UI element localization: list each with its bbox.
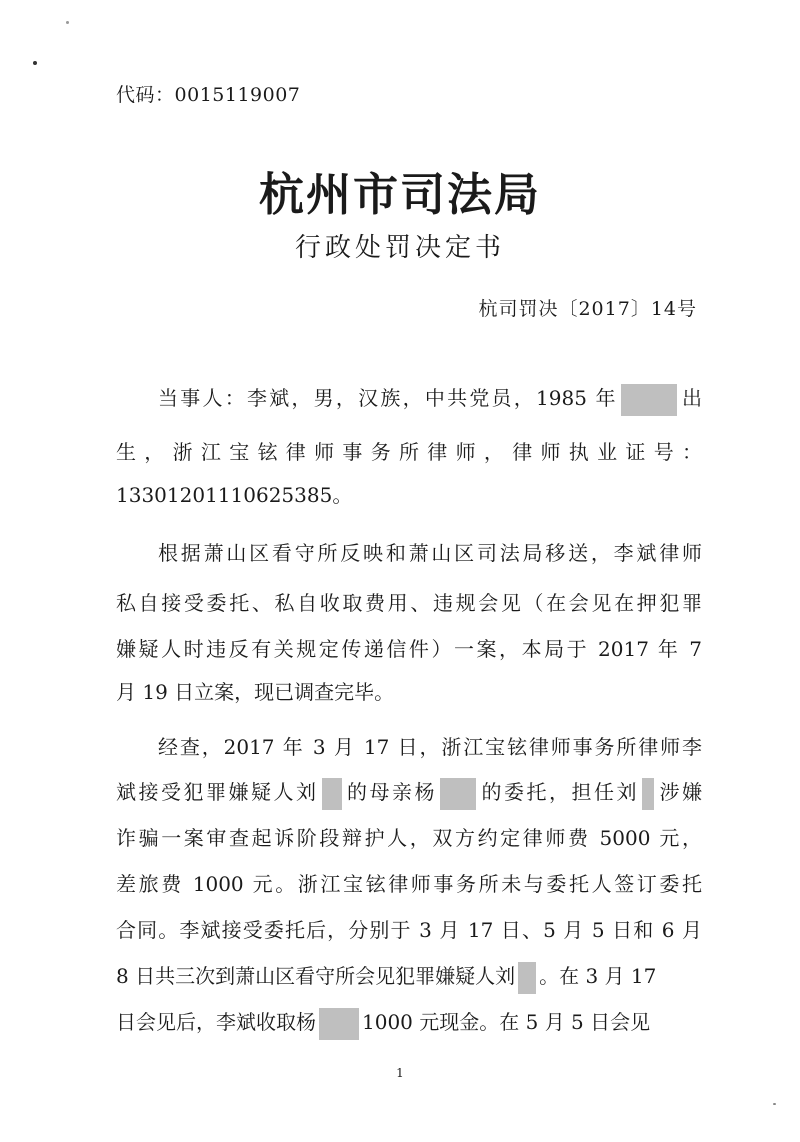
agency-name: 杭州市司法局 — [258, 168, 541, 221]
findings-line-6: 8 日共三次到萧山区看守所会见犯罪嫌疑人刘 。在 3 月 17 — [116, 961, 702, 991]
findings-line-7: 日会见后，李斌收取杨 1000 元现金。在 5 月 5 日会见 — [116, 1007, 702, 1037]
code-value: 0015119007 — [174, 84, 301, 106]
redacted-block — [621, 384, 677, 416]
code-label: 代码： — [116, 84, 175, 106]
findings-line-3: 诈骗一案审查起诉阶段辩护人，双方约定律师费 5000 元， — [116, 826, 702, 850]
redacted-block — [642, 778, 654, 810]
case-source-line-3: 嫌疑人时违反有关规定传递信件）一案，本局于 2017 年 7 — [116, 637, 702, 661]
scan-speck — [33, 61, 37, 65]
findings-line-1: 经查，2017 年 3 月 17 日，浙江宝铉律师事务所律师李 — [158, 735, 702, 759]
redacted-block — [440, 778, 476, 810]
document-type: 行政处罚决定书 — [294, 233, 505, 263]
party-line-2: 生，浙江宝铉律师事务所律师，律师执业证号： — [116, 440, 702, 464]
redacted-block — [518, 962, 536, 994]
findings-line-5: 合同。李斌接受委托后，分别于 3 月 17 日、5 月 5 日和 6 月 — [116, 918, 702, 942]
case-source-line-1: 根据萧山区看守所反映和萧山区司法局移送，李斌律师 — [158, 541, 702, 565]
findings-line-4: 差旅费 1000 元。浙江宝铉律师事务所未与委托人签订委托 — [116, 872, 702, 896]
redacted-block — [319, 1008, 359, 1040]
document-number: 杭司罚决〔2017〕14号 — [478, 298, 697, 320]
document-code — [116, 80, 300, 107]
party-line-3: 13301201110625385。 — [116, 483, 353, 507]
case-source-line-4: 月 19 日立案，现已调查完毕。 — [116, 680, 395, 704]
party-line-1: 当事人：李斌，男，汉族，中共党员，1985 年 出 — [116, 383, 702, 413]
redacted-block — [322, 778, 342, 810]
page-number: 1 — [396, 1066, 404, 1080]
case-source-line-2: 私自接受委托、私自收取费用、违规会见（在会见在押犯罪 — [116, 591, 702, 615]
scan-speck — [773, 1103, 776, 1105]
scan-speck — [66, 21, 69, 24]
findings-line-2: 斌接受犯罪嫌疑人刘 的母亲杨 的委托，担任刘 涉嫌 — [116, 777, 702, 807]
